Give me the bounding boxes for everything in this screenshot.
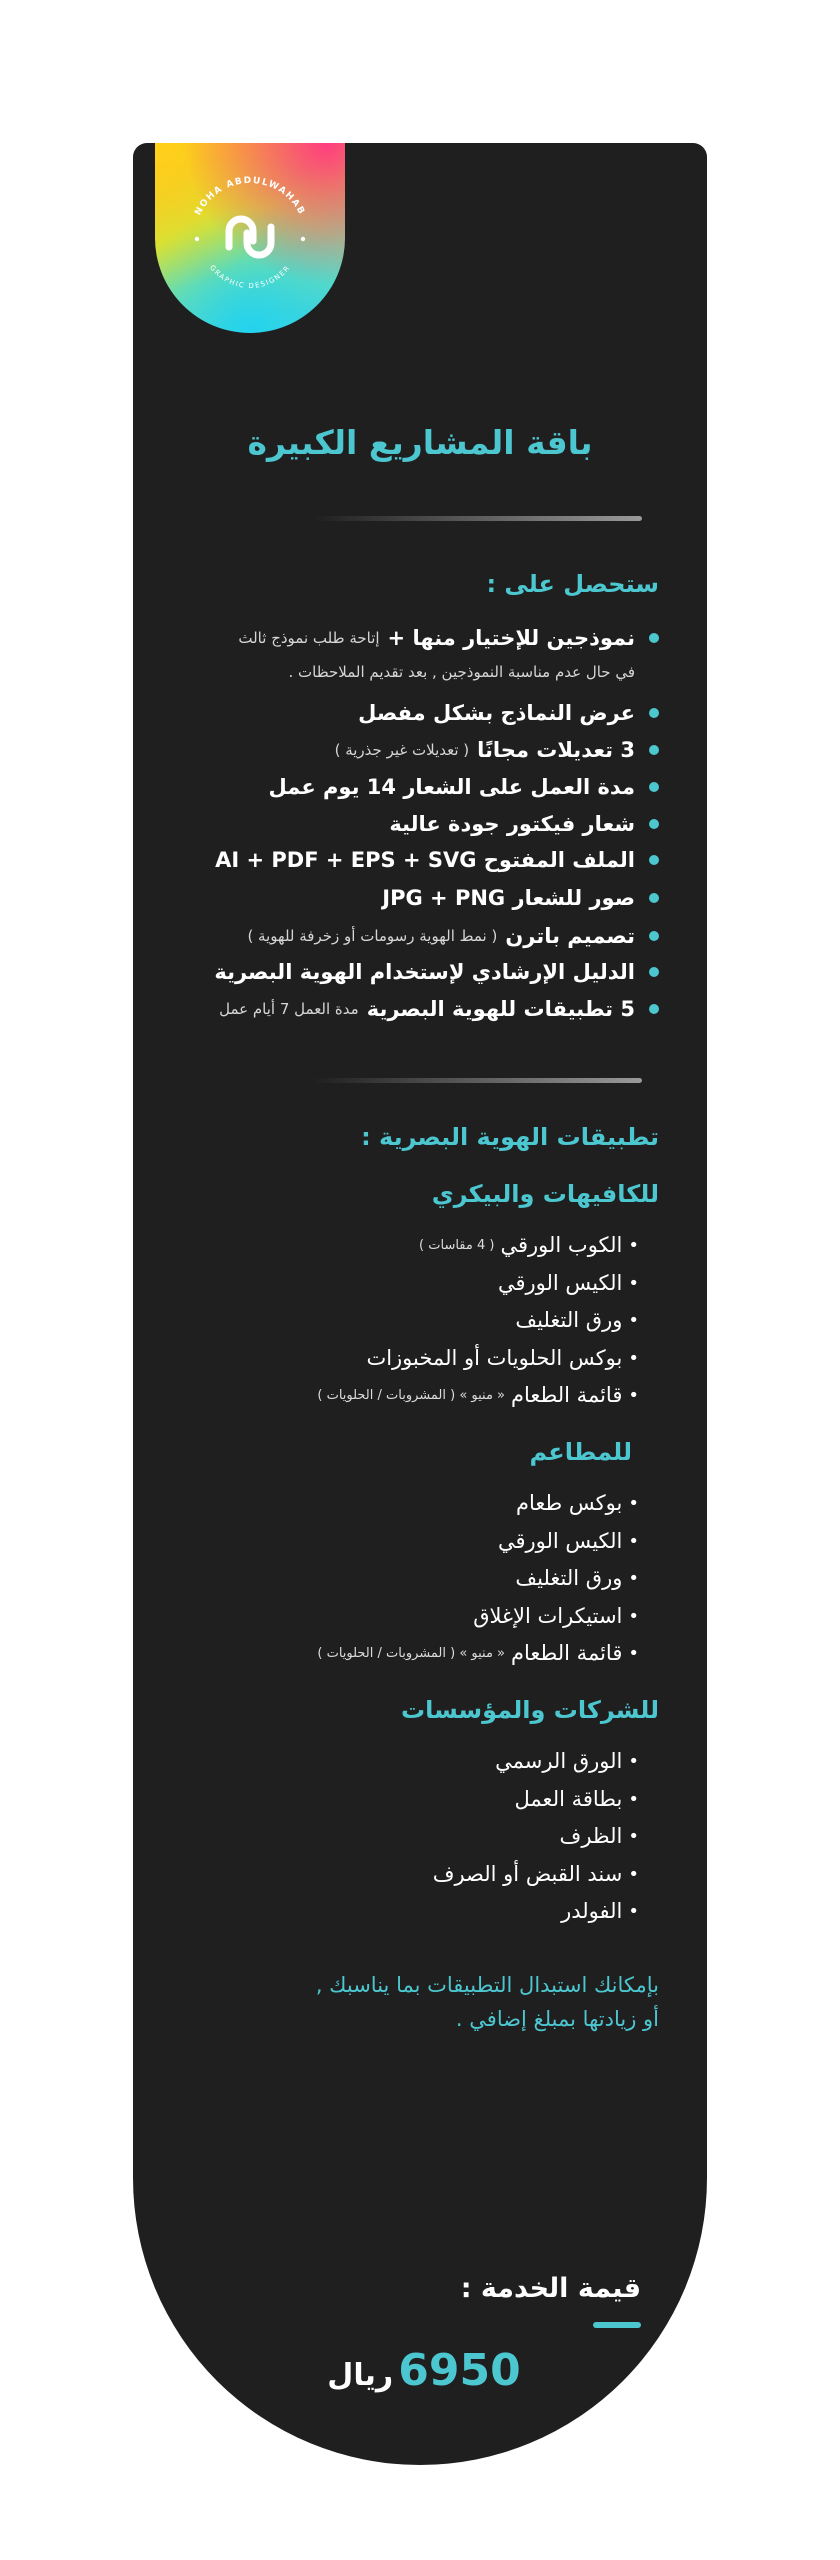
bullet-icon: • xyxy=(628,1750,639,1772)
application-item-detail: ( 4 مقاسات ) xyxy=(419,1237,495,1253)
features-divider xyxy=(313,1078,642,1083)
application-item-label: الكيس الورقي xyxy=(497,1271,623,1295)
price-currency: ريال xyxy=(327,2358,394,2393)
bullet-icon: • xyxy=(628,1347,639,1369)
bullet-icon: • xyxy=(628,1788,639,1810)
feature-label: نموذجين للإختيار منها + xyxy=(387,626,635,650)
feature-label: عرض النماذج بشكل مفصل xyxy=(358,701,635,725)
application-item xyxy=(560,1820,639,1852)
feature-label: 3 تعديلات مجانًا xyxy=(477,738,635,762)
application-item-label: سند القبض أو الصرف xyxy=(432,1862,623,1886)
bullet-dot-icon xyxy=(649,893,659,903)
feature-label: مدة العمل على الشعار 14 يوم عمل xyxy=(268,775,635,799)
bullet-icon: • xyxy=(628,1567,639,1589)
price xyxy=(133,2345,707,2396)
logo-badge xyxy=(155,143,345,333)
bullet-icon: • xyxy=(628,1384,639,1406)
bullet-dot-icon xyxy=(649,1004,659,1014)
logo-icon xyxy=(155,143,345,333)
application-item-label: بطاقة العمل xyxy=(514,1787,623,1811)
feature-detail: ( تعديلات غير جذرية ) xyxy=(334,741,470,759)
feature-detail: إتاحة طلب نموذج ثالث xyxy=(238,629,380,647)
extra-note-line2: أو زيادتها بمبلغ إضافي . xyxy=(455,2007,659,2031)
bullet-icon: • xyxy=(628,1234,639,1256)
bullet-dot-icon xyxy=(649,819,659,829)
feature-label: تصميم باترن xyxy=(505,924,635,948)
application-item xyxy=(516,1487,639,1519)
application-item-label: بوكس طعام xyxy=(515,1491,623,1515)
application-item-label: قائمة الطعام xyxy=(511,1641,623,1665)
application-item xyxy=(419,1229,639,1261)
application-item-detail: « منيو » ( المشروبات / الحلويات ) xyxy=(317,1387,506,1403)
feature-item xyxy=(238,621,659,655)
applications-heading: تطبيقات الهوية البصرية : xyxy=(361,1123,659,1151)
svg-text:GRAPHIC DESIGNER xyxy=(208,264,292,290)
bullet-dot-icon xyxy=(649,708,659,718)
application-item xyxy=(498,1267,639,1299)
title-divider xyxy=(313,516,642,521)
application-item xyxy=(317,1637,639,1669)
logo-text-top: NOHA ABDULWAHAB xyxy=(193,175,307,218)
application-item-label: الظرف xyxy=(559,1824,623,1848)
application-item-label: ورق التغليف xyxy=(515,1308,623,1332)
application-item-label: ورق التغليف xyxy=(515,1566,623,1590)
feature-item xyxy=(335,733,659,767)
application-group-title: للمطاعم xyxy=(529,1438,632,1466)
package-card xyxy=(133,143,707,2465)
application-item xyxy=(366,1342,639,1374)
bullet-icon: • xyxy=(628,1900,639,1922)
application-item-label: قائمة الطعام xyxy=(511,1383,623,1407)
feature-note: في حال عدم مناسبة النموذجين , بعد تقديم الملاحظات . xyxy=(288,663,635,681)
feature-item xyxy=(247,919,659,953)
price-underline xyxy=(593,2322,641,2328)
application-item-label: بوكس الحلويات أو المخبوزات xyxy=(366,1346,623,1370)
price-amount: 6950 xyxy=(398,2345,521,2396)
feature-label: الدليل الإرشادي لإستخدام الهوية البصرية xyxy=(214,960,635,984)
svg-text:NOHA ABDULWAHAB xyxy=(193,176,306,217)
application-item-label: الكوب الورقي xyxy=(500,1233,623,1257)
feature-item xyxy=(219,992,659,1026)
bullet-icon: • xyxy=(628,1530,639,1552)
feature-item xyxy=(269,770,659,804)
feature-detail: ( نمط الهوية رسومات أو زخرفة للهوية ) xyxy=(247,927,498,945)
bullet-icon: • xyxy=(628,1605,639,1627)
bullet-dot-icon xyxy=(649,745,659,755)
feature-item xyxy=(389,807,659,841)
logo-text-bottom: GRAPHIC DESIGNER xyxy=(207,263,293,291)
feature-label: 5 تطبيقات للهوية البصرية xyxy=(366,997,635,1021)
feature-detail: مدة العمل 7 أيام عمل xyxy=(219,1000,359,1018)
feature-label: صور للشعار JPG + PNG xyxy=(382,886,635,910)
application-item-detail: « منيو » ( المشروبات / الحلويات ) xyxy=(317,1645,506,1661)
feature-label: شعار فيكتور جودة عالية xyxy=(389,812,635,836)
application-item-label: الكيس الورقي xyxy=(497,1529,623,1553)
bullet-dot-icon xyxy=(649,633,659,643)
bullet-icon: • xyxy=(628,1492,639,1514)
application-item xyxy=(317,1379,639,1411)
includes-heading: ستحصل على : xyxy=(486,570,659,598)
package-title: باقة المشاريع الكبيرة xyxy=(247,423,593,462)
bullet-dot-icon xyxy=(649,931,659,941)
application-item xyxy=(473,1600,639,1632)
extra-note-line1: بإمكانك استبدال التطبيقات بما يناسبك , xyxy=(315,1973,659,1997)
application-item xyxy=(433,1858,639,1890)
bullet-dot-icon xyxy=(649,782,659,792)
feature-item xyxy=(382,881,659,915)
bullet-icon: • xyxy=(628,1642,639,1664)
feature-item xyxy=(214,955,659,989)
price-heading: قيمة الخدمة : xyxy=(460,2273,641,2304)
feature-label: الملف المفتوح AI + PDF + EPS + SVG xyxy=(215,848,635,872)
application-item xyxy=(515,1562,639,1594)
application-group-title: للشركات والمؤسسات xyxy=(400,1696,659,1724)
application-group-title: للكافيهات والبيكري xyxy=(431,1180,659,1208)
bullet-icon: • xyxy=(628,1825,639,1847)
application-item-label: الورق الرسمي xyxy=(495,1749,623,1773)
application-item-label: الفولدر xyxy=(561,1899,623,1923)
application-item xyxy=(561,1895,639,1927)
bullet-dot-icon xyxy=(649,855,659,865)
bullet-icon: • xyxy=(628,1309,639,1331)
bullet-icon: • xyxy=(628,1863,639,1885)
feature-item xyxy=(215,843,659,877)
application-item xyxy=(495,1745,639,1777)
bullet-dot-icon xyxy=(649,967,659,977)
application-item xyxy=(515,1783,639,1815)
application-item-label: استيكرات الإغلاق xyxy=(473,1604,623,1628)
bullet-icon: • xyxy=(628,1272,639,1294)
feature-item xyxy=(358,696,659,730)
application-item xyxy=(515,1304,639,1336)
application-item xyxy=(498,1525,639,1557)
